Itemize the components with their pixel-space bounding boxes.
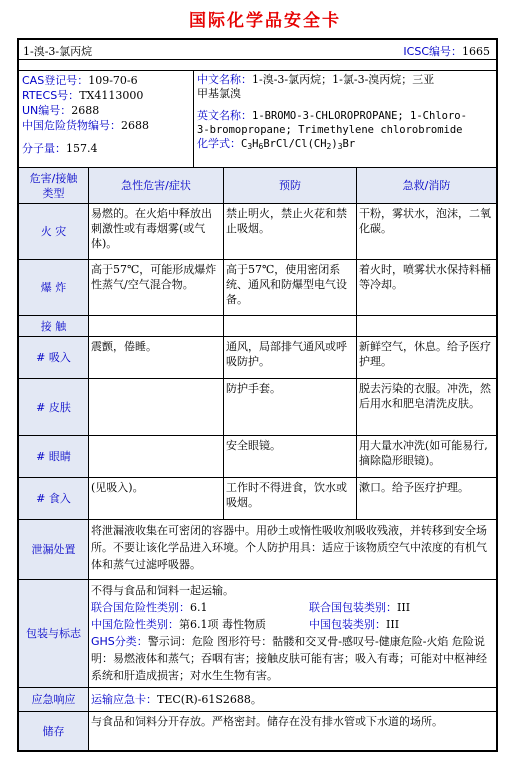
header-type-line1: 危害/接触 [29,171,78,185]
header-firstaid: 急救/消防 [357,168,496,203]
table-row [19,436,496,478]
row-hazard: 易燃的。在火焰中释放出刺激性或有毒烟雾(或气体)。 [89,204,224,259]
formula-sub: 2 [326,142,332,151]
row-prevention [224,316,357,336]
row-firstaid: 着火时，喷雾状水保持料桶等冷却。 [359,263,491,291]
row-prevention: 禁止明火，禁止火花和禁止吸烟。 [224,204,357,259]
formula-label: 化学式： [197,137,241,150]
table-row [19,260,496,316]
mw-value: 157.4 [66,142,98,155]
ghs-label: GHS分类： [91,635,148,648]
emergency-label: 应急响应 [19,688,89,711]
un-class-label: 联合国危险性类别： [91,601,190,614]
table-row [19,316,496,337]
storage-label: 储存 [19,712,89,750]
row-prevention: 防护手套。 [224,379,357,435]
safety-card [17,38,498,752]
formula-value [241,138,355,150]
formula-part: H [252,138,259,150]
row-type-fire: 火 灾 [19,204,89,259]
cn-name-value-2: 甲基氯溴 [197,87,241,100]
emergency-card-label: 运输应急卡： [91,693,157,706]
rtecs-label: RTECS号： [22,89,80,102]
un-pack-label: 联合国包装类别： [309,601,397,614]
row-type-contact: 接 触 [19,316,89,336]
name-row [19,40,496,60]
cn-class-value: 第6.1项 毒性物质 [179,618,266,631]
spill-text: 将泄漏液收集在可密闭的容器中。用砂土或惰性吸收剂吸收残液，并转移到安全场所。不要让该化学品进入环境。个人防护用具：适应于该物质空气中浓度的有机气体和蒸气过滤呼吸器。 [91,524,487,571]
row-firstaid [357,316,496,336]
row-hazard: 震颤，倦睡。 [89,337,224,378]
mw-label: 分子量： [22,142,66,155]
identifiers-left [19,71,194,167]
table-row [19,478,496,520]
formula-part: Br [342,138,356,150]
row-prevention: 安全眼镜。 [224,436,357,477]
un-label: UN编号： [22,104,72,117]
row-type-ingestion: # 食入 [19,478,89,519]
row-firstaid: 新鲜空气，休息。给予医疗护理。 [359,340,491,368]
table-row [19,379,496,436]
formula-part: ) [331,138,338,150]
formula-sub: 6 [258,142,264,151]
row-prevention: 高于57℃，使用密闭系统、通风和防爆型电气设备。 [224,260,357,315]
cas-value: 109-70-6 [88,74,138,87]
emergency-card-value: TEC(R)-61S2688。 [157,693,262,706]
chemical-name: 1-溴-3-氯丙烷 [23,45,93,58]
rtecs-value: TX4113000 [79,89,144,102]
formula-sub: 3 [337,142,343,151]
formula-part: C [241,138,248,150]
un-pack-value: III [397,601,411,614]
formula-sub: 3 [247,142,253,151]
row-firstaid: 漱口。给予医疗护理。 [359,481,469,494]
cn-class-label: 中国危险性类别： [91,618,179,631]
emergency-content [89,688,496,711]
table-row [19,204,496,260]
cn-pack-value: III [386,618,400,631]
cn-name-value-1: 1-溴-3-氯丙烷；1-氯-3-溴丙烷；三亚 [252,73,435,86]
row-type-inhalation: # 吸入 [19,337,89,378]
cas-label: CAS登记号： [22,74,89,87]
row-firstaid: 干粉，雾状水，泡沫，二氧化碳。 [359,207,491,235]
cn-pack-label: 中国包装类别： [309,618,386,631]
cn-dangerous-value: 2688 [121,119,149,132]
row-prevention: 通风，局部排气通风或呼吸防护。 [224,337,357,378]
storage-text: 与食品和饲料分开存放。严格密封。储存在没有排水管或下水道的场所。 [91,715,443,728]
packaging-content [89,580,496,687]
icsc-number [403,43,490,59]
table-header-row [19,168,496,204]
formula-part: BrCl/Cl(CH [263,138,327,150]
row-hazard [89,316,224,336]
packaging-row [19,580,496,688]
header-type [19,168,89,203]
table-row [19,337,496,379]
row-type-eyes: # 眼睛 [19,436,89,477]
packaging-label: 包装与标志 [19,580,89,687]
spill-row [19,520,496,580]
header-type-line2: 类型 [42,186,65,200]
header-hazard: 急性危害/症状 [89,168,224,203]
ghs-text: 警示词：危险 图形符号：骷髅和交叉骨-感叹号-健康危险-火焰 危险说明：易燃液体和蒸气；吞咽有害；接触皮肤可能有害；吸入有毒；可能对中枢神经系统和肝造成损害；对水生生物有害。 [91,635,487,682]
row-type-explosion: 爆 炸 [19,260,89,315]
cn-name-label: 中文名称： [197,73,252,86]
row-hazard [89,379,224,435]
spill-label: 泄漏处置 [19,520,89,579]
row-type-skin: # 皮肤 [19,379,89,435]
identifiers-row [19,70,496,168]
icsc-label: ICSC编号： [403,45,462,58]
emergency-row [19,688,496,712]
row-hazard [89,436,224,477]
row-firstaid: 脱去污染的衣服。冲洗，然后用水和肥皂清洗皮肤。 [359,382,491,410]
packaging-line1: 不得与食品和饲料一起运输。 [91,584,234,597]
un-class-value: 6.1 [190,601,208,614]
row-hazard: 高于57℃，可能形成爆炸性蒸气/空气混合物。 [89,260,224,315]
cn-dangerous-label: 中国危险货物编号： [22,119,121,132]
identifiers-right [194,71,496,167]
row-hazard: (见吸入)。 [89,478,224,519]
row-prevention: 工作时不得进食，饮水或吸烟。 [224,478,357,519]
en-name-value-2: 3-bromopropane; Trimethylene chlorobromide [197,124,463,136]
header-prevention: 预防 [224,168,357,203]
row-firstaid: 用大量水冲洗(如可能易行,摘除隐形眼镜)。 [359,439,488,467]
en-name-label: 英文名称： [197,109,252,122]
storage-row [19,712,496,750]
page-title: 国际化学品安全卡 [189,11,341,31]
en-name-value-1: 1-BROMO-3-CHLOROPROPANE; 1-Chloro- [252,110,467,122]
un-value: 2688 [71,104,100,117]
icsc-value: 1665 [462,45,490,58]
